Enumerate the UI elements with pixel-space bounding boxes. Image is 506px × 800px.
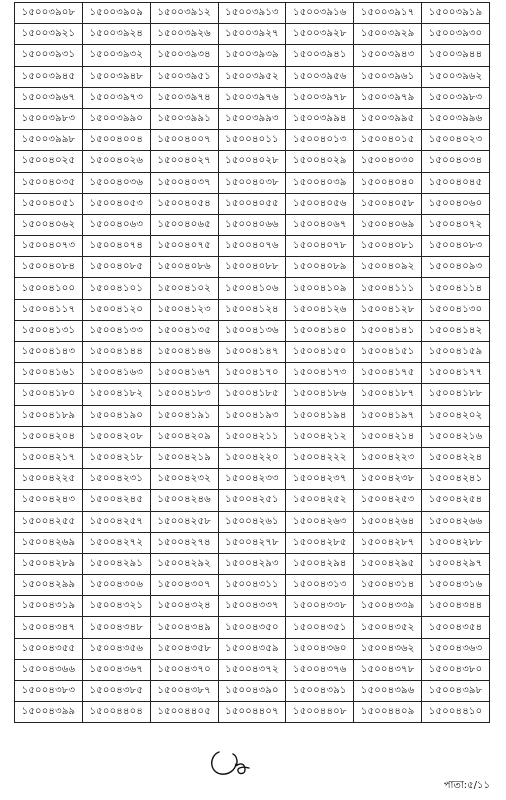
table-cell: ১৫০০৪১০৯: [286, 278, 354, 299]
table-cell: ১৫০০৪২১৪: [354, 426, 422, 447]
table-cell: ১৫০০৪০২৭: [150, 151, 218, 172]
table-cell: ১৫০০৩৯৮৩: [422, 87, 490, 108]
table-row: [15, 151, 490, 172]
table-cell: ১৫০০৪২২৪: [422, 447, 490, 468]
table-cell: ১৫০০৪২৭২: [82, 532, 150, 553]
table-cell: ১৫০০৪১২০: [82, 299, 150, 320]
table-row: [15, 342, 490, 363]
table-cell: ১৫০০৪২৯৭: [422, 553, 490, 574]
table-cell: ১৫০০৪৩৯৮: [422, 681, 490, 702]
table-body: [15, 3, 490, 723]
table-cell: ১৫০০৪১৮৫: [218, 384, 286, 405]
table-row: [15, 66, 490, 87]
table-cell: ১৫০০৩৯২৯: [354, 24, 422, 45]
roll-number-table: [14, 2, 490, 723]
table-cell: ১৫০০৪১৮২: [82, 384, 150, 405]
table-cell: ১৫০০৪১৮৮: [422, 384, 490, 405]
table-cell: ১৫০০৪০৫৬: [286, 193, 354, 214]
table-cell: ১৫০০৪১৫৯: [422, 342, 490, 363]
table-cell: ১৫০০৪১১১: [354, 278, 422, 299]
table-cell: ১৫০০৪১২৮: [354, 299, 422, 320]
table-row: [15, 108, 490, 129]
table-cell: ১৫০০৪৩২৪: [150, 596, 218, 617]
table-cell: ১৫০০৪২০৪: [15, 426, 83, 447]
table-cell: ১৫০০৪০৮৮: [218, 257, 286, 278]
table-cell: ১৫০০৪৩০৬: [82, 575, 150, 596]
table-cell: ১৫০০৪৩৪৯: [150, 617, 218, 638]
table-cell: ১৫০০৪৩১৯: [15, 596, 83, 617]
table-row: [15, 447, 490, 468]
table-cell: ১৫০০৪১০০: [15, 278, 83, 299]
table-cell: ১৫০০৩৯৫৬: [286, 66, 354, 87]
table-cell: ১৫০০৪১০৬: [218, 278, 286, 299]
table-cell: ১৫০০৪২৪৫: [82, 490, 150, 511]
table-cell: ১৫০০৪২৫২: [286, 490, 354, 511]
table-cell: ১৫০০৪২৭৪: [150, 532, 218, 553]
table-cell: ১৫০০৪১৯৭: [354, 405, 422, 426]
table-cell: ১৫০০৩৯৪৮: [82, 66, 150, 87]
table-cell: ১৫০০৪০৩০: [354, 151, 422, 172]
table-cell: ১৫০০৩৯৫২: [218, 66, 286, 87]
table-cell: ১৫০০৩৯৩২: [82, 45, 150, 66]
table-cell: ১৫০০৪২৬৯: [15, 532, 83, 553]
table-cell: ১৫০০৪৩৫০: [218, 617, 286, 638]
table-cell: ১৫০০৪১৬১: [15, 363, 83, 384]
table-cell: ১৫০০৪২৫৪: [422, 490, 490, 511]
table-row: [15, 617, 490, 638]
table-cell: ১৫০০৪৪০৪: [82, 702, 150, 723]
table-cell: ১৫০০৪২২২: [286, 447, 354, 468]
table-cell: ১৫০০৪০২৬: [82, 151, 150, 172]
table-cell: ১৫০০৪০৮৩: [422, 236, 490, 257]
table-cell: ১৫০০৪২৩৭: [286, 469, 354, 490]
table-cell: ১৫০০৪১১৪: [422, 278, 490, 299]
table-cell: ১৫০০৪২১৯: [150, 447, 218, 468]
table-cell: ১৫০০৪০২৩: [422, 130, 490, 151]
table-cell: ১৫০০৪৩৪৪: [422, 596, 490, 617]
table-cell: ১৫০০৪০৬৭: [286, 214, 354, 235]
table-cell: ১৫০০৩৯৯৮: [15, 130, 83, 151]
table-row: [15, 299, 490, 320]
table-cell: ১৫০০৪৩৫১: [286, 617, 354, 638]
table-cell: ১৫০০৪২৮৭: [354, 532, 422, 553]
table-row: [15, 87, 490, 108]
table-row: [15, 553, 490, 574]
table-cell: ১৫০০৩৯৩১: [15, 45, 83, 66]
table-cell: ১৫০০৪০৫৪: [150, 193, 218, 214]
table-cell: ১৫০০৪০৫৮: [354, 193, 422, 214]
table-cell: ১৫০০৪৩৮৫: [82, 681, 150, 702]
table-cell: ১৫০০৪৩৮৩: [15, 681, 83, 702]
table-cell: ১৫০০৩৯৮৩: [15, 108, 83, 129]
table-cell: ১৫০০৪৩৭২: [218, 659, 286, 680]
table-cell: ১৫০০৪৩৬৬: [15, 659, 83, 680]
table-cell: ১৫০০৪২৮৫: [286, 532, 354, 553]
table-cell: ১৫০০৩৯২৭: [218, 24, 286, 45]
table-cell: ১৫০০৪০২৫: [15, 151, 83, 172]
table-cell: ১৫০০৪৩৭৮: [354, 659, 422, 680]
table-row: [15, 363, 490, 384]
table-cell: ১৫০০৩৯৯৩: [218, 108, 286, 129]
table-cell: ১৫০০৪৩৮৭: [150, 681, 218, 702]
table-cell: ১৫০০৪৪০৫: [150, 702, 218, 723]
table-cell: ১৫০০৪০৬৫: [150, 214, 218, 235]
table-row: [15, 575, 490, 596]
table-row: [15, 24, 490, 45]
table-cell: ১৫০০৪৩১৬: [422, 575, 490, 596]
table-cell: ১৫০০৪২৫৫: [15, 511, 83, 532]
table-cell: ১৫০০৪২৬৬: [422, 511, 490, 532]
table-cell: ১৫০০৪১৭০: [218, 363, 286, 384]
table-cell: ১৫০০৩৯৭৪: [150, 87, 218, 108]
table-cell: ১৫০০৪৩৫২: [354, 617, 422, 638]
table-row: [15, 681, 490, 702]
table-cell: ১৫০০৪৩৬০: [286, 638, 354, 659]
table-cell: ১৫০০৪৩৯৯: [15, 702, 83, 723]
table-cell: ১৫০০৪২৮৯: [15, 553, 83, 574]
table-cell: ১৫০০৪০৭৮: [286, 236, 354, 257]
table-cell: ১৫০০৪২৯৩: [218, 553, 286, 574]
table-cell: ১৫০০৩৯১৬: [286, 3, 354, 24]
table-cell: ১৫০০৪১২৬: [286, 299, 354, 320]
table-cell: ১৫০০৪৩৬৭: [82, 659, 150, 680]
table-cell: ১৫০০৪১৭৩: [286, 363, 354, 384]
table-cell: ১৫০০৪২১৮: [82, 447, 150, 468]
table-cell: ১৫০০৩৯৯৫: [354, 108, 422, 129]
table-cell: ১৫০০৪৩৫৪: [422, 617, 490, 638]
table-cell: ১৫০০৩৯৬৭: [15, 87, 83, 108]
table-cell: ১৫০০৪৩৫৯: [218, 638, 286, 659]
table-cell: ১৫০০৪২৮৮: [422, 532, 490, 553]
table-cell: ১৫০০৪২৬১: [218, 511, 286, 532]
table-cell: ১৫০০৩৯৯৬: [422, 108, 490, 129]
table-row: [15, 659, 490, 680]
table-row: [15, 596, 490, 617]
table-cell: ১৫০০৪২২৩: [354, 447, 422, 468]
table-cell: ১৫০০৪১৭৫: [354, 363, 422, 384]
table-cell: ১৫০০৩৯২১: [15, 24, 83, 45]
table-cell: ১৫০০৪২৬৪: [354, 511, 422, 532]
table-cell: ১৫০০৪২৯৫: [354, 553, 422, 574]
table-cell: ১৫০০৪২১৬: [422, 426, 490, 447]
table-cell: ১৫০০৪৩১৩: [286, 575, 354, 596]
table-cell: ১৫০০৪১৪২: [422, 320, 490, 341]
table-row: [15, 469, 490, 490]
table-cell: ১৫০০৪০৮৫: [82, 257, 150, 278]
table-cell: ১৫০০৪৩৪৭: [15, 617, 83, 638]
table-cell: ১৫০০৪১৬৭: [150, 363, 218, 384]
table-cell: ১৫০০৪১৭৭: [422, 363, 490, 384]
table-cell: ১৫০০৪১৫০: [286, 342, 354, 363]
table-cell: ১৫০০৪১০১: [82, 278, 150, 299]
table-cell: ১৫০০৪১৩০: [422, 299, 490, 320]
page-number: পাতা:৫/১১: [443, 780, 490, 791]
table-cell: ১৫০০৩৯৪৫: [15, 66, 83, 87]
table-cell: ১৫০০৩৯৩০: [422, 24, 490, 45]
table-cell: ১৫০০৪৩৬২: [354, 638, 422, 659]
table-cell: ১৫০০৪০৫৩: [82, 193, 150, 214]
table-cell: ১৫০০৪০৩৮: [218, 172, 286, 193]
table-cell: ১৫০০৪১২৪: [218, 299, 286, 320]
table-cell: ১৫০০৪৩৯৬: [354, 681, 422, 702]
table-row: [15, 405, 490, 426]
table-cell: ১৫০০৪০১৫: [354, 130, 422, 151]
table-cell: ১৫০০৪১৩৩: [82, 320, 150, 341]
table-cell: ১৫০০৪২৯২: [150, 553, 218, 574]
table-cell: ১৫০০৪০০৭: [150, 130, 218, 151]
table-cell: ১৫০০৪২৫৮: [150, 511, 218, 532]
table-cell: ১৫০০৪১৮৯: [15, 405, 83, 426]
table-cell: ১৫০০৪৩৫৮: [150, 638, 218, 659]
table-cell: ১৫০০৪২৯৯: [15, 575, 83, 596]
table-cell: ১৫০০৪৩৯০: [218, 681, 286, 702]
table-cell: ১৫০০৪২১১: [218, 426, 286, 447]
table-cell: ১৫০০৪১৪১: [354, 320, 422, 341]
table-cell: ১৫০০৪০৬২: [15, 214, 83, 235]
table-cell: ১৫০০৪০৩৭: [150, 172, 218, 193]
table-row: [15, 426, 490, 447]
table-cell: ১৫০০৪১৩৬: [218, 320, 286, 341]
table-row: [15, 214, 490, 235]
table-cell: ১৫০০৪০০৪: [82, 130, 150, 151]
table-cell: ১৫০০৪০৫৫: [218, 193, 286, 214]
table-cell: ১৫০০৪৩২১: [82, 596, 150, 617]
table-cell: ১৫০০৪৪০৮: [286, 702, 354, 723]
table-cell: ১৫০০৪১৯৩: [218, 405, 286, 426]
table-cell: ১৫০০৪০৬৯: [354, 214, 422, 235]
table-cell: ১৫০০৩৯৪১: [286, 45, 354, 66]
table-cell: ১৫০০৪১৪৩: [15, 342, 83, 363]
table-cell: ১৫০০৪০২৯: [286, 151, 354, 172]
table-cell: ১৫০০৪২৩২: [150, 469, 218, 490]
table-cell: ১৫০০৪১৮৩: [150, 384, 218, 405]
table-row: [15, 638, 490, 659]
table-cell: ১৫০০৪২৫৭: [82, 511, 150, 532]
table-cell: ১৫০০৪১৬৩: [82, 363, 150, 384]
table-cell: ১৫০০৪২৯৪: [286, 553, 354, 574]
table-cell: ১৫০০৩৯৭৩: [82, 87, 150, 108]
table-cell: ১৫০০৪০৬০: [422, 193, 490, 214]
table-cell: ১৫০০৪৩৩৮: [286, 596, 354, 617]
table-cell: ১৫০০৪১৮৭: [354, 384, 422, 405]
table-cell: ১৫০০৪১৩৫: [150, 320, 218, 341]
table-cell: ১৫০০৪০৮৬: [150, 257, 218, 278]
table-cell: ১৫০০৪২০৯: [150, 426, 218, 447]
table-cell: ১৫০০৪৪১০: [422, 702, 490, 723]
table-cell: ১৫০০৩৯৬১: [354, 66, 422, 87]
table-cell: ১৫০০৪১৪৬: [150, 342, 218, 363]
table-row: [15, 511, 490, 532]
table-cell: ১৫০০৪০৭৪: [82, 236, 150, 257]
table-cell: ১৫০০৩৯২৮: [286, 24, 354, 45]
table-cell: ১৫০০৪৪০৭: [218, 702, 286, 723]
table-cell: ১৫০০৩৯৫১: [150, 66, 218, 87]
table-cell: ১৫০০৪০৪০: [354, 172, 422, 193]
table-cell: ১৫০০৩৯৯০: [82, 108, 150, 129]
table-cell: ১৫০০৪০৬৬: [218, 214, 286, 235]
table-cell: ১৫০০৪৩৫৬: [82, 638, 150, 659]
table-row: [15, 45, 490, 66]
table-cell: ১৫০০৪০৭৩: [15, 236, 83, 257]
table-cell: ১৫০০৪২২০: [218, 447, 286, 468]
table-cell: ১৫০০৪২৫৩: [354, 490, 422, 511]
table-cell: ১৫০০৪৩৫৫: [15, 638, 83, 659]
table-row: [15, 384, 490, 405]
table-cell: ১৫০০৩৯৪৪: [422, 45, 490, 66]
table-cell: ১৫০০৪৩৭৬: [286, 659, 354, 680]
table-cell: ১৫০০৪২৩১: [82, 469, 150, 490]
table-cell: ১৫০০৪০৩৯: [286, 172, 354, 193]
table-cell: ১৫০০৪২৭৮: [218, 532, 286, 553]
table-cell: ১৫০০৪০৩৫: [15, 172, 83, 193]
table-cell: ১৫০০৪৩৯১: [286, 681, 354, 702]
table-cell: ১৫০০৪০৭৬: [218, 236, 286, 257]
table-cell: ১৫০০৪২৪১: [422, 469, 490, 490]
table-cell: ১৫০০৪০৮৯: [286, 257, 354, 278]
table-cell: ১৫০০৪১২৩: [150, 299, 218, 320]
table-cell: ১৫০০৪১১৭: [15, 299, 83, 320]
table-cell: ১৫০০৪২৩৮: [354, 469, 422, 490]
handwritten-initials-signature: [205, 744, 265, 780]
table-cell: ১৫০০৪১৯০: [82, 405, 150, 426]
table-cell: ১৫০০৪৩১৪: [354, 575, 422, 596]
table-row: [15, 236, 490, 257]
table-cell: ১৫০০৪১৩১: [15, 320, 83, 341]
table-cell: ১৫০০৩৯৭৮: [286, 87, 354, 108]
table-cell: ১৫০০৪২১৭: [15, 447, 83, 468]
table-row: [15, 702, 490, 723]
table-cell: ১৫০০৪২২৫: [15, 469, 83, 490]
table-cell: ১৫০০৪০৭৫: [150, 236, 218, 257]
table-row: [15, 320, 490, 341]
table-row: [15, 193, 490, 214]
table-cell: ১৫০০৩৯৭৬: [218, 87, 286, 108]
table-row: [15, 532, 490, 553]
table-cell: ১৫০০৪১০২: [150, 278, 218, 299]
table-cell: ১৫০০৩৯৩৯: [218, 45, 286, 66]
table-cell: ১৫০০৪০৬৩: [82, 214, 150, 235]
table-cell: ১৫০০৩৯২৪: [82, 24, 150, 45]
table-cell: ১৫০০৪০৩৪: [422, 151, 490, 172]
table-cell: ১৫০০৪১৪০: [286, 320, 354, 341]
table-cell: ১৫০০৩৯১৭: [354, 3, 422, 24]
table-cell: ১৫০০৪২৯১: [82, 553, 150, 574]
table-row: [15, 172, 490, 193]
table-row: [15, 490, 490, 511]
table-cell: ১৫০০৪১৯১: [150, 405, 218, 426]
table-cell: ১৫০০৪৩০৭: [150, 575, 218, 596]
table-row: [15, 257, 490, 278]
table-cell: ১৫০০৪১৪৭: [218, 342, 286, 363]
table-cell: ১৫০০৪১৫১: [354, 342, 422, 363]
table-row: [15, 130, 490, 151]
table-cell: ১৫০০৩৯৬২: [422, 66, 490, 87]
table-cell: ১৫০০৪০৮১: [354, 236, 422, 257]
table-cell: ১৫০০৪১৮৬: [286, 384, 354, 405]
table-cell: ১৫০০৪২০২: [422, 405, 490, 426]
table-cell: ১৫০০৪০১৩: [286, 130, 354, 151]
table-cell: ১৫০০৩৯৯১: [150, 108, 218, 129]
table-cell: ১৫০০৪৩৭০: [150, 659, 218, 680]
table-cell: ১৫০০৩৯২৬: [150, 24, 218, 45]
table-cell: ১৫০০৪২৫১: [218, 490, 286, 511]
table-cell: ১৫০০৪১৯৪: [286, 405, 354, 426]
table-cell: ১৫০০৩৯০৮: [15, 3, 83, 24]
table-cell: ১৫০০৪০১১: [218, 130, 286, 151]
table-cell: ১৫০০৩৯৪৩: [354, 45, 422, 66]
table-cell: ১৫০০৩৯৭৯: [354, 87, 422, 108]
table-cell: ১৫০০৪১৮০: [15, 384, 83, 405]
table-cell: ১৫০০৩৯১২: [150, 3, 218, 24]
table-cell: ১৫০০৪০৮৪: [15, 257, 83, 278]
table-cell: ১৫০০৪৪০৯: [354, 702, 422, 723]
table-cell: ১৫০০৪১৪৪: [82, 342, 150, 363]
table-cell: ১৫০০৪৩৬৩: [422, 638, 490, 659]
table-cell: ১৫০০৩৯৯৪: [286, 108, 354, 129]
table-cell: ১৫০০৪০৪৫: [422, 172, 490, 193]
table-cell: ১৫০০৪০৯২: [354, 257, 422, 278]
table-cell: ১৫০০৪২৬৩: [286, 511, 354, 532]
table-cell: ১৫০০৩৯১৩: [218, 3, 286, 24]
table-cell: ১৫০০৪২০৮: [82, 426, 150, 447]
table-cell: ১৫০০৪০২৮: [218, 151, 286, 172]
table-cell: ১৫০০৩৯১৯: [422, 3, 490, 24]
table-cell: ১৫০০৪২১২: [286, 426, 354, 447]
table-cell: ১৫০০৪২৩৩: [218, 469, 286, 490]
table-cell: ১৫০০৩৯০৯: [82, 3, 150, 24]
table-cell: ১৫০০৪০৯৩: [422, 257, 490, 278]
table-cell: ১৫০০৪৩৩৭: [218, 596, 286, 617]
table-cell: ১৫০০৪২৪৬: [150, 490, 218, 511]
table-cell: ১৫০০৪২৪৩: [15, 490, 83, 511]
table-cell: ১৫০০৪০৩৬: [82, 172, 150, 193]
table-cell: ১৫০০৪৩৪৮: [82, 617, 150, 638]
table-cell: ১৫০০৪০৫১: [15, 193, 83, 214]
table-cell: ১৫০০৪৩১১: [218, 575, 286, 596]
table-row: [15, 278, 490, 299]
table-row: [15, 3, 490, 24]
table-cell: ১৫০০৪৩৮০: [422, 659, 490, 680]
table-cell: ১৫০০৪৩৩৯: [354, 596, 422, 617]
table-cell: ১৫০০৪০৭২: [422, 214, 490, 235]
table-cell: ১৫০০৩৯৩৪: [150, 45, 218, 66]
